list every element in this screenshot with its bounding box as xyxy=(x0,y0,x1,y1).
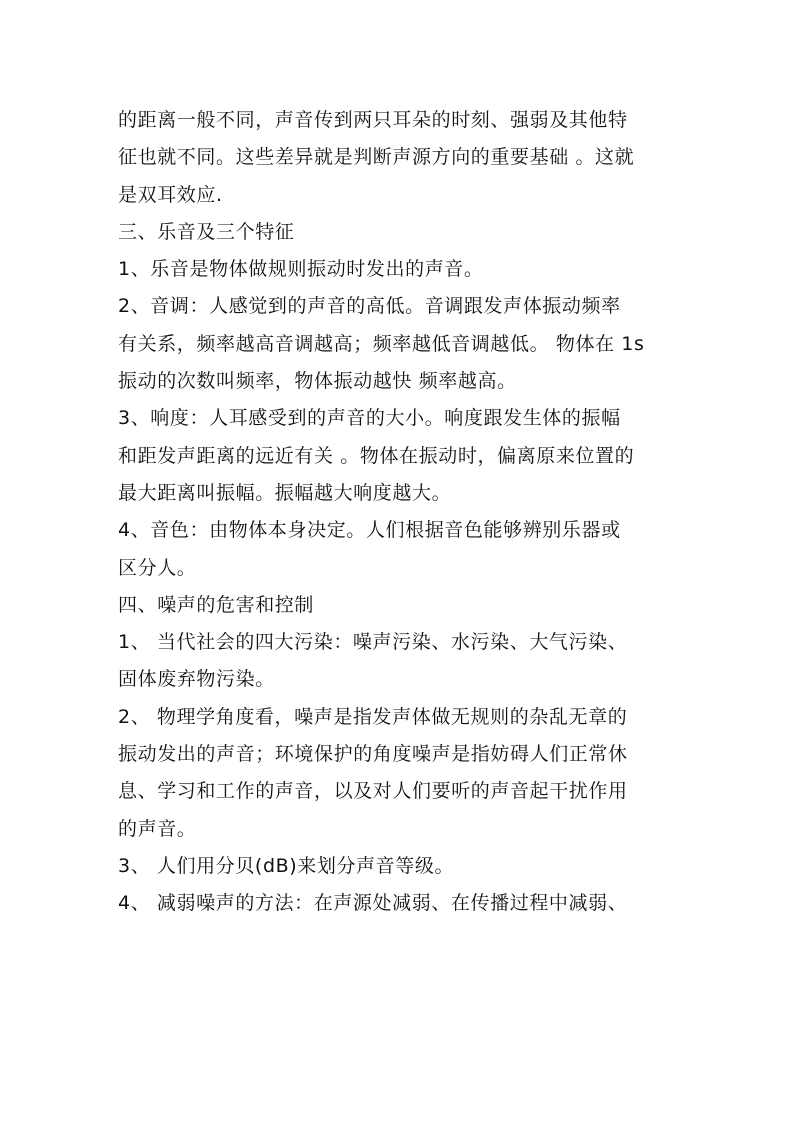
text-line: 3、响度：人耳感受到的声音的大小。响度跟发生体的振幅 xyxy=(118,407,621,430)
document-body xyxy=(118,102,688,923)
text-line: 1、乐音是物体做规则振动时发出的声音。 xyxy=(118,258,484,281)
section-heading: 四、噪声的危害和控制 xyxy=(118,593,315,616)
text-line: 振动的次数叫频率，物体振动越快 频率越高。 xyxy=(118,370,517,393)
text-line: 4、音色：由物体本身决定。人们根据音色能够辨别乐器或 xyxy=(118,519,621,542)
text-line: 征也就不同。这些差异就是判断声源方向的重要基础 。这就 xyxy=(118,146,635,169)
text-line: 息、学习和工作的声音，以及对人们要听的声音起干扰作用 xyxy=(118,780,628,803)
text-line: 1、 当代社会的四大污染：噪声污染、水污染、大气污染、 xyxy=(118,631,628,654)
text-line: 固体废弃物污染。 xyxy=(118,668,275,691)
section-heading: 三、乐音及三个特征 xyxy=(118,220,295,243)
text-line: 2、 物理学角度看，噪声是指发声体做无规则的杂乱无章的 xyxy=(118,705,628,728)
text-line: 2、音调：人感觉到的声音的高低。音调跟发声体振动频率 xyxy=(118,295,621,318)
text-line: 4、 减弱噪声的方法：在声源处减弱、在传播过程中减弱、 xyxy=(118,892,628,915)
text-line: 有关系，频率越高音调越高；频率越低音调越低。 物体在 1s xyxy=(118,332,645,355)
text-line: 3、 人们用分贝(dB)来划分声音等级。 xyxy=(118,854,455,877)
text-line: 区分人。 xyxy=(118,556,197,579)
text-line: 是双耳效应. xyxy=(118,183,223,206)
text-line: 最大距离叫振幅。振幅越大响度越大。 xyxy=(118,481,452,504)
text-line: 的声音。 xyxy=(118,817,197,840)
text-line: 和距发声距离的远近有关 。物体在振动时，偏离原来位置的 xyxy=(118,444,635,467)
text-line: 振动发出的声音；环境保护的角度噪声是指妨碍人们正常休 xyxy=(118,743,628,766)
text-line: 的距离一般不同，声音传到两只耳朵的时刻、强弱及其他特 xyxy=(118,109,628,131)
